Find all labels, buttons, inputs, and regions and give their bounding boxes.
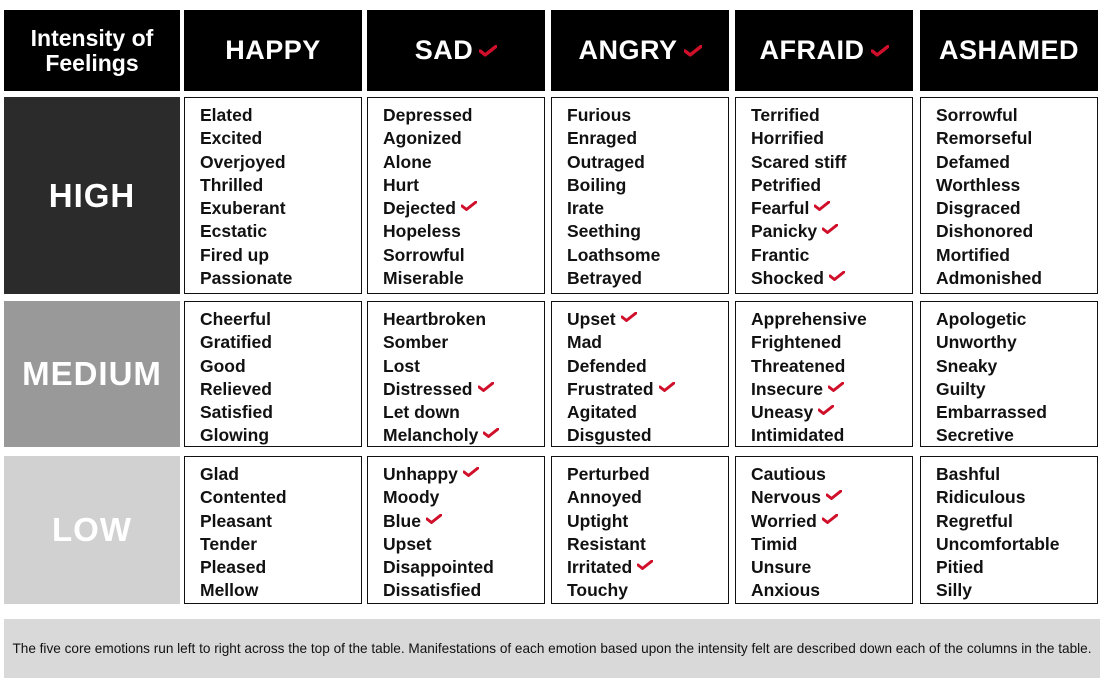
feeling-text: Heartbroken	[383, 309, 487, 329]
check-mark-icon	[684, 45, 702, 57]
feeling-text: Disgusted	[567, 425, 652, 446]
feeling-text: Enraged	[567, 128, 638, 149]
feeling-item	[936, 579, 1097, 602]
feeling-text: Gratified	[200, 332, 272, 353]
feeling-text: Unworthy	[936, 332, 1017, 353]
feeling-text: Annoyed	[567, 487, 642, 508]
feeling-text: Elated	[200, 105, 253, 125]
feeling-item	[200, 510, 361, 533]
feeling-item	[567, 463, 728, 486]
feeling-list	[383, 308, 544, 448]
cell-medium-ashamed	[920, 301, 1098, 447]
feeling-text: Upset	[383, 533, 432, 554]
feeling-item	[751, 355, 912, 378]
feeling-text: Silly	[936, 580, 972, 601]
feeling-item	[751, 579, 912, 602]
feeling-item	[936, 151, 1097, 174]
feeling-list	[936, 308, 1097, 448]
feeling-text: Nervous	[751, 487, 822, 508]
feeling-item	[936, 463, 1097, 486]
column-header-label: HAPPY	[225, 35, 321, 65]
feeling-list	[383, 463, 544, 603]
check-mark-icon	[871, 45, 889, 57]
feeling-text: Worried	[751, 510, 817, 531]
feeling-text: Alone	[383, 151, 432, 172]
feeling-item	[751, 424, 912, 447]
feeling-item	[751, 486, 912, 509]
feeling-item	[200, 151, 361, 174]
column-header-happy	[184, 10, 362, 91]
feeling-item	[567, 174, 728, 197]
cell-high-happy	[184, 97, 362, 294]
feeling-text: Apologetic	[936, 309, 1027, 329]
feeling-text: Exuberant	[200, 198, 286, 219]
feeling-list	[200, 104, 361, 290]
feeling-text: Admonished	[936, 268, 1042, 289]
feeling-text: Ecstatic	[200, 221, 268, 242]
feeling-text: Mellow	[200, 580, 259, 601]
feeling-list	[567, 104, 728, 290]
check-mark-icon	[818, 405, 834, 415]
feeling-item	[936, 267, 1097, 290]
cell-low-ashamed	[920, 456, 1098, 604]
feeling-item	[383, 401, 544, 424]
feeling-item	[567, 401, 728, 424]
feeling-text: Blue	[383, 510, 421, 531]
feeling-item	[383, 331, 544, 354]
feeling-text: Boiling	[567, 174, 627, 195]
feeling-item	[567, 151, 728, 174]
feeling-text: Touchy	[567, 580, 628, 601]
feeling-item	[383, 197, 544, 220]
feeling-text: Contented	[200, 487, 287, 508]
feeling-item	[200, 401, 361, 424]
feeling-text: Fired up	[200, 244, 270, 265]
feeling-list	[200, 308, 361, 448]
feeling-text: Threatened	[751, 355, 846, 376]
feeling-text: Distressed	[383, 378, 473, 399]
feeling-text: Sneaky	[936, 355, 998, 376]
feeling-item	[751, 197, 912, 220]
feeling-item	[751, 174, 912, 197]
feeling-text: Let down	[383, 402, 460, 423]
feeling-item	[567, 556, 728, 579]
feeling-item	[751, 127, 912, 150]
feeling-text: Worthless	[936, 174, 1021, 195]
feeling-item	[567, 355, 728, 378]
feeling-list	[751, 463, 912, 603]
feeling-item	[383, 267, 544, 290]
feeling-item	[936, 378, 1097, 401]
feeling-text: Passionate	[200, 268, 293, 289]
feeling-item	[200, 556, 361, 579]
feeling-item	[936, 174, 1097, 197]
feeling-text: Excited	[200, 128, 263, 149]
feeling-text: Agitated	[567, 402, 637, 423]
feeling-text: Cautious	[751, 464, 826, 484]
feeling-item	[200, 579, 361, 602]
cell-low-angry	[551, 456, 729, 604]
feeling-text: Lost	[383, 355, 420, 376]
feeling-text: Frantic	[751, 244, 810, 265]
feeling-item	[383, 220, 544, 243]
feeling-item	[383, 579, 544, 602]
cell-low-sad	[367, 456, 545, 604]
cell-high-sad	[367, 97, 545, 294]
feeling-item	[200, 220, 361, 243]
feeling-item	[200, 355, 361, 378]
feeling-text: Defamed	[936, 151, 1010, 172]
feeling-item	[567, 127, 728, 150]
cell-low-happy	[184, 456, 362, 604]
feeling-text: Mortified	[936, 244, 1010, 265]
feeling-item	[936, 331, 1097, 354]
feeling-item	[936, 308, 1097, 331]
check-mark-icon	[814, 201, 830, 211]
feeling-text: Disappointed	[383, 557, 494, 578]
feeling-item	[383, 355, 544, 378]
feeling-text: Frightened	[751, 332, 842, 353]
check-mark-icon	[426, 514, 442, 524]
feeling-text: Guilty	[936, 378, 986, 399]
column-header-label: AFRAID	[759, 35, 865, 65]
check-mark-icon	[826, 490, 842, 500]
check-mark-icon	[822, 514, 838, 524]
feeling-text: Dejected	[383, 198, 456, 219]
feeling-item	[751, 151, 912, 174]
feeling-text: Insecure	[751, 378, 823, 399]
feeling-list	[751, 104, 912, 290]
feeling-item	[751, 244, 912, 267]
feeling-item	[567, 267, 728, 290]
feeling-text: Remorseful	[936, 128, 1033, 149]
feeling-list	[936, 463, 1097, 603]
feeling-item	[567, 533, 728, 556]
feeling-text: Satisfied	[200, 402, 273, 423]
check-mark-icon	[621, 312, 637, 322]
check-mark-icon	[659, 382, 675, 392]
table-header-row	[4, 10, 1100, 91]
feeling-item	[936, 104, 1097, 127]
feeling-item	[751, 267, 912, 290]
feeling-text: Loathsome	[567, 244, 661, 265]
row-label-high: HIGH	[4, 97, 180, 294]
feeling-text: Outraged	[567, 151, 645, 172]
check-mark-icon	[829, 271, 845, 281]
column-header-afraid	[735, 10, 913, 91]
feeling-text: Tender	[200, 533, 258, 554]
feeling-text: Betrayed	[567, 268, 642, 289]
cell-medium-angry	[551, 301, 729, 447]
feeling-item	[567, 197, 728, 220]
feeling-text: Melancholy	[383, 425, 479, 446]
feeling-item	[936, 424, 1097, 447]
feeling-text: Horrified	[751, 128, 824, 149]
feeling-text: Upset	[567, 309, 616, 329]
cell-high-angry	[551, 97, 729, 294]
feeling-item	[383, 556, 544, 579]
feeling-item	[751, 331, 912, 354]
check-mark-icon	[483, 428, 499, 438]
feeling-text: Furious	[567, 105, 632, 125]
feeling-item	[200, 127, 361, 150]
feeling-list	[751, 308, 912, 448]
cell-low-afraid	[735, 456, 913, 604]
feeling-item	[936, 220, 1097, 243]
feeling-list	[936, 104, 1097, 290]
feeling-text: Shocked	[751, 268, 824, 289]
feeling-text: Bashful	[936, 464, 1001, 484]
feeling-item	[383, 424, 544, 447]
row-label-medium: MEDIUM	[4, 301, 180, 447]
feeling-item	[383, 510, 544, 533]
feeling-item	[200, 174, 361, 197]
feeling-text: Perturbed	[567, 464, 650, 484]
feeling-text: Hurt	[383, 174, 419, 195]
feeling-item	[751, 220, 912, 243]
feeling-item	[200, 378, 361, 401]
feeling-item	[936, 355, 1097, 378]
feeling-item	[200, 533, 361, 556]
feeling-text: Hopeless	[383, 221, 461, 242]
feeling-text: Sorrowful	[936, 105, 1018, 125]
feeling-text: Thrilled	[200, 174, 264, 195]
feeling-item	[200, 331, 361, 354]
feeling-item	[200, 197, 361, 220]
feeling-item	[383, 127, 544, 150]
feeling-text: Miserable	[383, 268, 464, 289]
check-mark-icon	[828, 382, 844, 392]
feeling-item	[751, 104, 912, 127]
feeling-item	[751, 463, 912, 486]
feeling-text: Panicky	[751, 221, 818, 242]
feeling-item	[751, 308, 912, 331]
feeling-text: Intimidated	[751, 425, 845, 446]
feeling-item	[200, 267, 361, 290]
check-mark-icon	[461, 201, 477, 211]
feeling-text: Secretive	[936, 425, 1014, 446]
feeling-text: Somber	[383, 332, 449, 353]
feeling-item	[567, 486, 728, 509]
feeling-text: Pleasant	[200, 510, 272, 531]
feeling-item	[383, 533, 544, 556]
feeling-text: Pleased	[200, 557, 267, 578]
feeling-text: Uncomfortable	[936, 533, 1060, 554]
feeling-text: Fearful	[751, 198, 810, 219]
corner-label: Intensity of Feelings	[4, 10, 180, 91]
feeling-item	[567, 378, 728, 401]
feeling-text: Disgraced	[936, 198, 1021, 219]
feeling-item	[936, 486, 1097, 509]
feeling-item	[383, 463, 544, 486]
feeling-list	[567, 308, 728, 448]
feeling-text: Irritated	[567, 557, 633, 578]
feeling-text: Cheerful	[200, 309, 271, 329]
cell-medium-sad	[367, 301, 545, 447]
feeling-item	[567, 220, 728, 243]
feeling-text: Scared stiff	[751, 151, 847, 172]
feeling-text: Dishonored	[936, 221, 1034, 242]
feeling-text: Defended	[567, 355, 647, 376]
feeling-text: Mad	[567, 332, 602, 353]
column-header-label: ANGRY	[578, 35, 678, 65]
feeling-text: Depressed	[383, 105, 473, 125]
row-label-low: LOW	[4, 456, 180, 604]
feeling-item	[200, 104, 361, 127]
feeling-item	[936, 556, 1097, 579]
feeling-text: Seething	[567, 221, 641, 242]
check-mark-icon	[463, 467, 479, 477]
feeling-item	[936, 510, 1097, 533]
feeling-item	[567, 104, 728, 127]
feeling-text: Terrified	[751, 105, 820, 125]
feeling-list	[200, 463, 361, 603]
feeling-text: Apprehensive	[751, 309, 867, 329]
feeling-item	[751, 401, 912, 424]
feeling-item	[383, 104, 544, 127]
feeling-item	[200, 486, 361, 509]
footnote: The five core emotions run left to right across the top of the table. Manifestations of each emotion based upon the intensity felt are described down each of the columns in the table.	[4, 619, 1100, 678]
cell-medium-happy	[184, 301, 362, 447]
feeling-text: Petrified	[751, 174, 822, 195]
feeling-text: Good	[200, 355, 246, 376]
feeling-item	[567, 308, 728, 331]
feeling-item	[200, 308, 361, 331]
feeling-text: Embarrassed	[936, 402, 1047, 423]
feeling-item	[751, 510, 912, 533]
feeling-list	[383, 104, 544, 290]
feeling-text: Pitied	[936, 557, 984, 578]
check-mark-icon	[822, 224, 838, 234]
check-mark-icon	[478, 382, 494, 392]
feeling-text: Moody	[383, 487, 440, 508]
feeling-text: Glowing	[200, 425, 270, 446]
feeling-item	[383, 486, 544, 509]
column-header-label: SAD	[414, 35, 474, 65]
feeling-item	[936, 244, 1097, 267]
feeling-text: Dissatisfied	[383, 580, 482, 601]
feeling-list	[567, 463, 728, 603]
feeling-item	[751, 533, 912, 556]
feeling-item	[567, 244, 728, 267]
feeling-text: Regretful	[936, 510, 1013, 531]
feeling-text: Ridiculous	[936, 487, 1026, 508]
feeling-text: Overjoyed	[200, 151, 286, 172]
feeling-item	[383, 308, 544, 331]
feeling-item	[567, 424, 728, 447]
feeling-item	[383, 378, 544, 401]
cell-high-afraid	[735, 97, 913, 294]
feeling-text: Timid	[751, 533, 798, 554]
feeling-text: Sorrowful	[383, 244, 465, 265]
feeling-text: Irate	[567, 198, 604, 219]
feeling-item	[200, 463, 361, 486]
cell-medium-afraid	[735, 301, 913, 447]
check-mark-icon	[479, 45, 497, 57]
feeling-item	[567, 579, 728, 602]
feeling-item	[567, 510, 728, 533]
feeling-item	[200, 244, 361, 267]
feeling-item	[383, 174, 544, 197]
feeling-text: Agonized	[383, 128, 462, 149]
feeling-item	[567, 331, 728, 354]
feeling-item	[751, 556, 912, 579]
column-header-ashamed	[920, 10, 1098, 91]
feeling-item	[751, 378, 912, 401]
feeling-item	[383, 151, 544, 174]
column-header-label: ASHAMED	[938, 35, 1079, 65]
feeling-item	[936, 197, 1097, 220]
feeling-text: Glad	[200, 464, 239, 484]
feeling-text: Uneasy	[751, 402, 814, 423]
feeling-text: Anxious	[751, 580, 821, 601]
feeling-item	[936, 127, 1097, 150]
cell-high-ashamed	[920, 97, 1098, 294]
feeling-item	[936, 533, 1097, 556]
column-header-sad	[367, 10, 545, 91]
feeling-text: Unhappy	[383, 464, 458, 484]
feeling-item	[936, 401, 1097, 424]
feeling-text: Resistant	[567, 533, 646, 554]
feeling-text: Unsure	[751, 557, 812, 578]
feeling-item	[383, 244, 544, 267]
feeling-text: Relieved	[200, 378, 272, 399]
check-mark-icon	[637, 560, 653, 570]
column-header-angry	[551, 10, 729, 91]
feeling-text: Uptight	[567, 510, 629, 531]
feeling-text: Frustrated	[567, 378, 654, 399]
feeling-item	[200, 424, 361, 447]
